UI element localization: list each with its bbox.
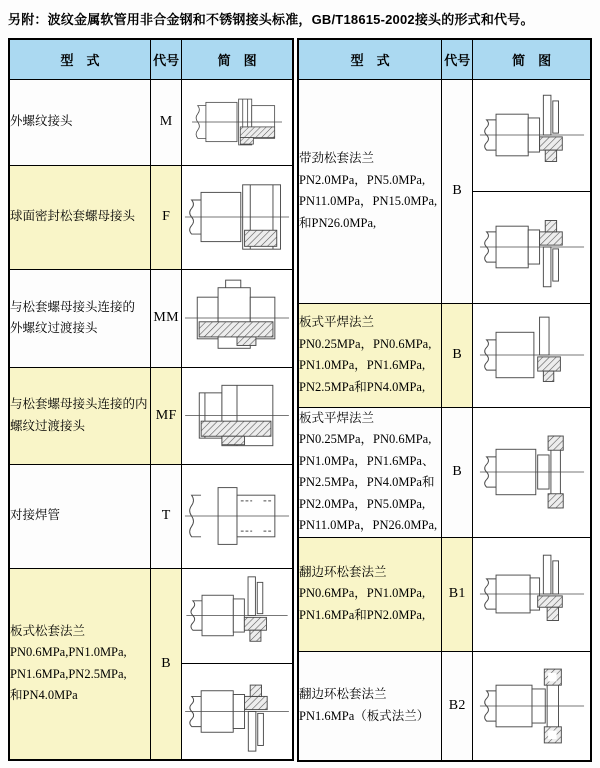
code-cell: B [442,79,473,303]
diagram-cell [182,165,293,269]
type-line: 对接焊管 [10,508,61,523]
neck-loose-flange-down-diagram-icon [479,203,585,291]
diagram-cell [473,407,591,537]
diagram-cell [182,367,293,464]
type-cell [298,407,442,537]
type-line: 板式平焊法兰 [299,315,375,329]
column-header-diagram: 简 图 [473,39,591,79]
type-line: 螺纹过渡接头 [10,418,86,433]
code-cell: B [151,568,182,760]
type-line: PN0.25MPa，PN0.6MPa, [299,432,432,446]
diagram-cell [182,269,293,367]
plate-weld-flange-diagram-icon [479,311,585,399]
type-line: 外螺纹过渡接头 [10,321,98,335]
type-cell [9,165,151,269]
code-cell: B [442,407,473,537]
diagram-cell [182,663,293,760]
diagram-cell [182,464,293,568]
type-cell [9,367,151,464]
code-cell: B1 [442,537,473,651]
diagram-cell [182,79,293,165]
type-line: PN0.6MPa,PN1.0MPa, [10,645,127,660]
type-line: PN1.6MPa,PN2.5MPa, [10,666,127,681]
type-line: 翻边环松套法兰 [299,687,387,702]
type-line: 与松套螺母接头连接的内 [10,397,148,411]
type-line: PN0.25MPa，PN0.6MPa, [299,336,432,351]
neck-loose-flange-up-diagram-icon [479,91,585,179]
type-line: 带劲松套法兰 [299,151,375,165]
type-line: 外螺纹接头 [10,114,73,129]
code-cell: T [151,464,182,568]
code-cell: MM [151,269,182,367]
type-cell [298,651,442,761]
diagram-cell [473,191,591,303]
fittings-table-right [297,38,592,762]
diagram-cell [473,537,591,651]
type-line: 板式平焊法兰 [299,410,375,425]
type-line: PN1.6MPa（板式法兰） [299,708,430,723]
column-header-type: 型 式 [9,39,151,79]
type-line: 球面密封松套螺母接头 [10,209,136,224]
code-cell: B2 [442,651,473,761]
tables-area [8,38,592,762]
type-line: PN1.6MPa和PN2.0MPa, [299,607,426,622]
type-line: PN11.0MPa，PN26.0MPa, [299,518,438,532]
flanged-ring-plate-flange-diagram-icon [479,662,585,750]
type-line: 与松套螺母接头连接的 [10,299,136,314]
plate-loose-flange-up-diagram-icon [184,575,290,656]
type-cell [9,464,151,568]
standard-note: 另附：波纹金属软管用非合金钢和不锈钢接头标准，GB/T18615-2002接头的形式和代号。 [8,12,534,27]
code-cell: M [151,79,182,165]
type-line: PN2.0MPa，PN5.0MPa, [299,172,426,187]
column-header-code: 代号 [442,39,473,79]
male-thread-fitting-diagram-icon [184,86,290,158]
plate-loose-flange-down-diagram-icon [184,670,290,753]
code-cell: B [442,303,473,407]
code-cell: F [151,165,182,269]
type-cell [298,79,442,303]
type-line: 板式松套法兰 [10,623,86,638]
type-line: PN2.5MPa，PN4.0MPa和 [299,475,435,489]
column-header-type: 型 式 [298,39,442,79]
flanged-ring-loose-flange-diagram-icon [479,550,585,638]
female-adapter-fitting-diagram-icon [184,374,290,457]
butt-weld-pipe-diagram-icon [184,472,290,560]
type-line: 和PN26.0MPa, [299,215,377,230]
diagram-cell [473,303,591,407]
column-header-code: 代号 [151,39,182,79]
type-line: PN2.5MPa和PN4.0MPa, [299,379,426,394]
column-header-diagram: 简 图 [182,39,293,79]
type-line: 翻边环松套法兰 [299,564,387,579]
diagram-cell [473,651,591,761]
code-cell: MF [151,367,182,464]
plate-weld-flange-wide-diagram-icon [479,428,585,516]
type-cell [9,269,151,367]
type-line: PN11.0MPa，PN15.0MPa, [299,194,438,208]
type-line: PN1.0MPa，PN1.6MPa, [299,358,426,372]
fittings-table-left [8,38,294,761]
type-line: PN0.6MPa，PN1.0MPa, [299,586,426,601]
type-cell [298,303,442,407]
type-cell [298,537,442,651]
type-line: 和PN4.0MPa [10,688,78,703]
diagram-cell [473,79,591,191]
type-cell [9,568,151,760]
type-line: PN2.0MPa，PN5.0MPa, [299,496,426,511]
type-cell [9,79,151,165]
spherical-seal-nut-fitting-diagram-icon [184,173,290,261]
type-line: PN1.0MPa，PN1.6MPa、 [299,453,435,468]
male-adapter-fitting-diagram-icon [184,276,290,360]
diagram-cell [182,568,293,663]
